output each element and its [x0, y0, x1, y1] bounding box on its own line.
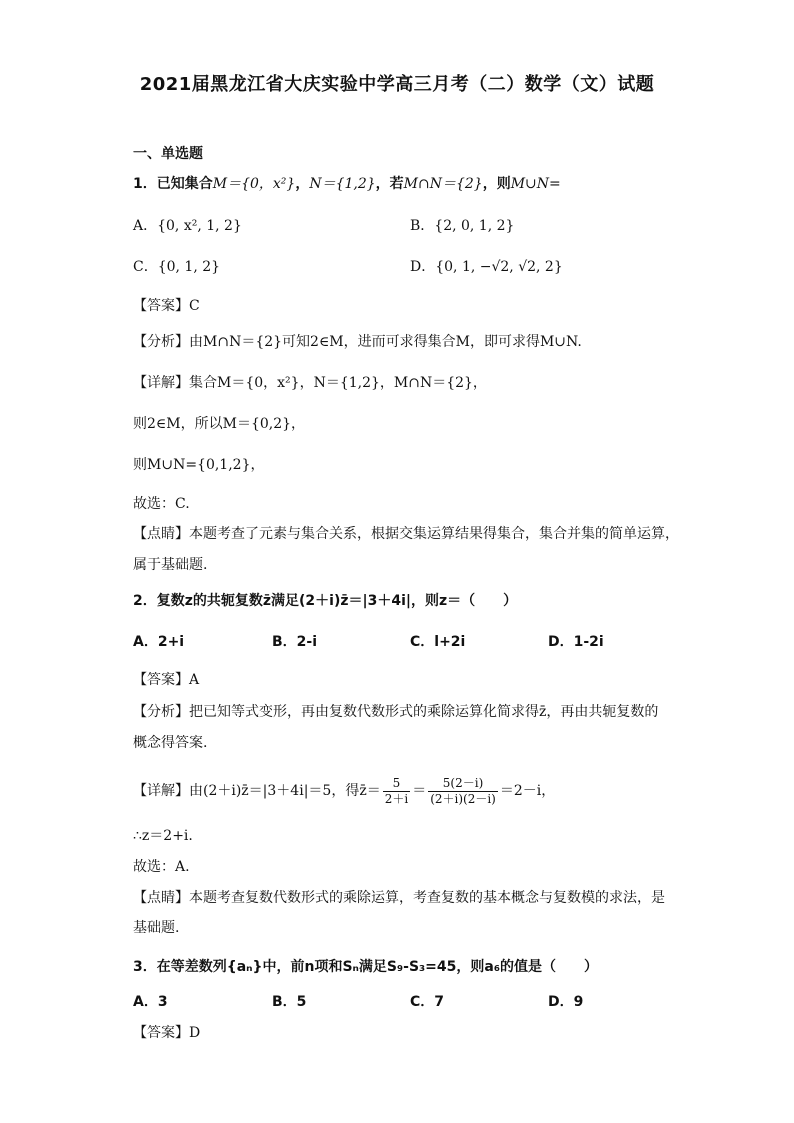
q1-option-d: D．{0, 1, −√2, √2, 2}: [410, 259, 563, 275]
q2-option-c: C．l+2i: [410, 634, 466, 650]
page-title: 2021届黑龙江省大庆实验中学高三月考（二）数学（文）试题: [139, 74, 655, 95]
question-1-stem: 1．已知集合M＝{0，x²}，N＝{1,2}，若M∩N＝{2}，则M∪N=: [133, 176, 561, 192]
q2-comment-1: 【点睛】本题考查复数代数形式的乘除运算，考查复数的基本概念与复数模的求法，是: [133, 890, 665, 906]
q3-option-c: C．7: [410, 994, 445, 1010]
q2-analysis-2: 概念得答案.: [133, 735, 208, 751]
q1-answer: 【答案】C: [133, 298, 200, 314]
q2-option-d: D．1-2i: [548, 634, 604, 650]
q1-detail-1: 【详解】集合M＝{0，x²}，N＝{1,2}，M∩N＝{2}，: [133, 375, 487, 391]
q1-detail-2: 则2∈M，所以M＝{0,2}，: [133, 416, 306, 432]
q3-option-a: A．3: [133, 994, 168, 1010]
q3-option-d: D．9: [548, 994, 584, 1010]
q3-answer: 【答案】D: [133, 1025, 201, 1041]
fraction-1: $\frac{5}{2+i}$: [384, 775, 409, 806]
q2-analysis-1: 【分析】把已知等式变形，再由复数代数形式的乘除运算化简求得z̄，再由共轭复数的: [133, 704, 659, 720]
section-heading: 一、单选题: [133, 146, 203, 162]
q1-option-c: C．{0, 1, 2}: [133, 259, 221, 275]
q3-option-b: B．5: [272, 994, 307, 1010]
q2-option-b: B．2-i: [272, 634, 318, 650]
q2-comment-2: 基础题.: [133, 920, 180, 936]
q1-analysis: 【分析】由M∩N＝{2}可知2∈M，进而可求得集合M，即可求得M∪N.: [133, 334, 582, 350]
fraction-2: $\frac{5(2-i)}{(2+i)(2-i)}$: [430, 775, 496, 806]
q1-option-b: B．{2, 0, 1, 2}: [410, 218, 515, 234]
q1-comment-2: 属于基础题.: [133, 557, 208, 573]
q2-detail-1: 【详解】由(2＋i)z̄＝|3＋4i|＝5，得z̄＝ $\frac{5}{2+i}$ ＝ $\frac{5(2-i)}{(2+i)(2-i)}$ ＝2－i，: [133, 775, 556, 806]
q2-option-a: A．2+i: [133, 634, 185, 650]
q2-detail-2: ∴z＝2+i.: [133, 828, 193, 844]
q2-detail-3: 故选：A.: [133, 859, 190, 875]
q1-comment-1: 【点睛】本题考查了元素与集合关系，根据交集运算结果得集合，集合并集的简单运算，: [133, 526, 679, 542]
q1-option-a: A．{0, x², 1, 2}: [133, 218, 242, 234]
q2-answer: 【答案】A: [133, 672, 200, 688]
q1-detail-4: 故选：C.: [133, 496, 190, 512]
question-2-stem: 2．复数z的共轭复数z̄满足(2＋i)z̄＝|3＋4i|，则z＝（ ）: [133, 593, 518, 609]
q1-detail-3: 则M∪N={0,1,2}，: [133, 457, 265, 473]
question-3-stem: 3．在等差数列{aₙ}中，前n项和Sₙ满足S₉-S₃=45，则a₆的值是（ ）: [133, 959, 598, 975]
